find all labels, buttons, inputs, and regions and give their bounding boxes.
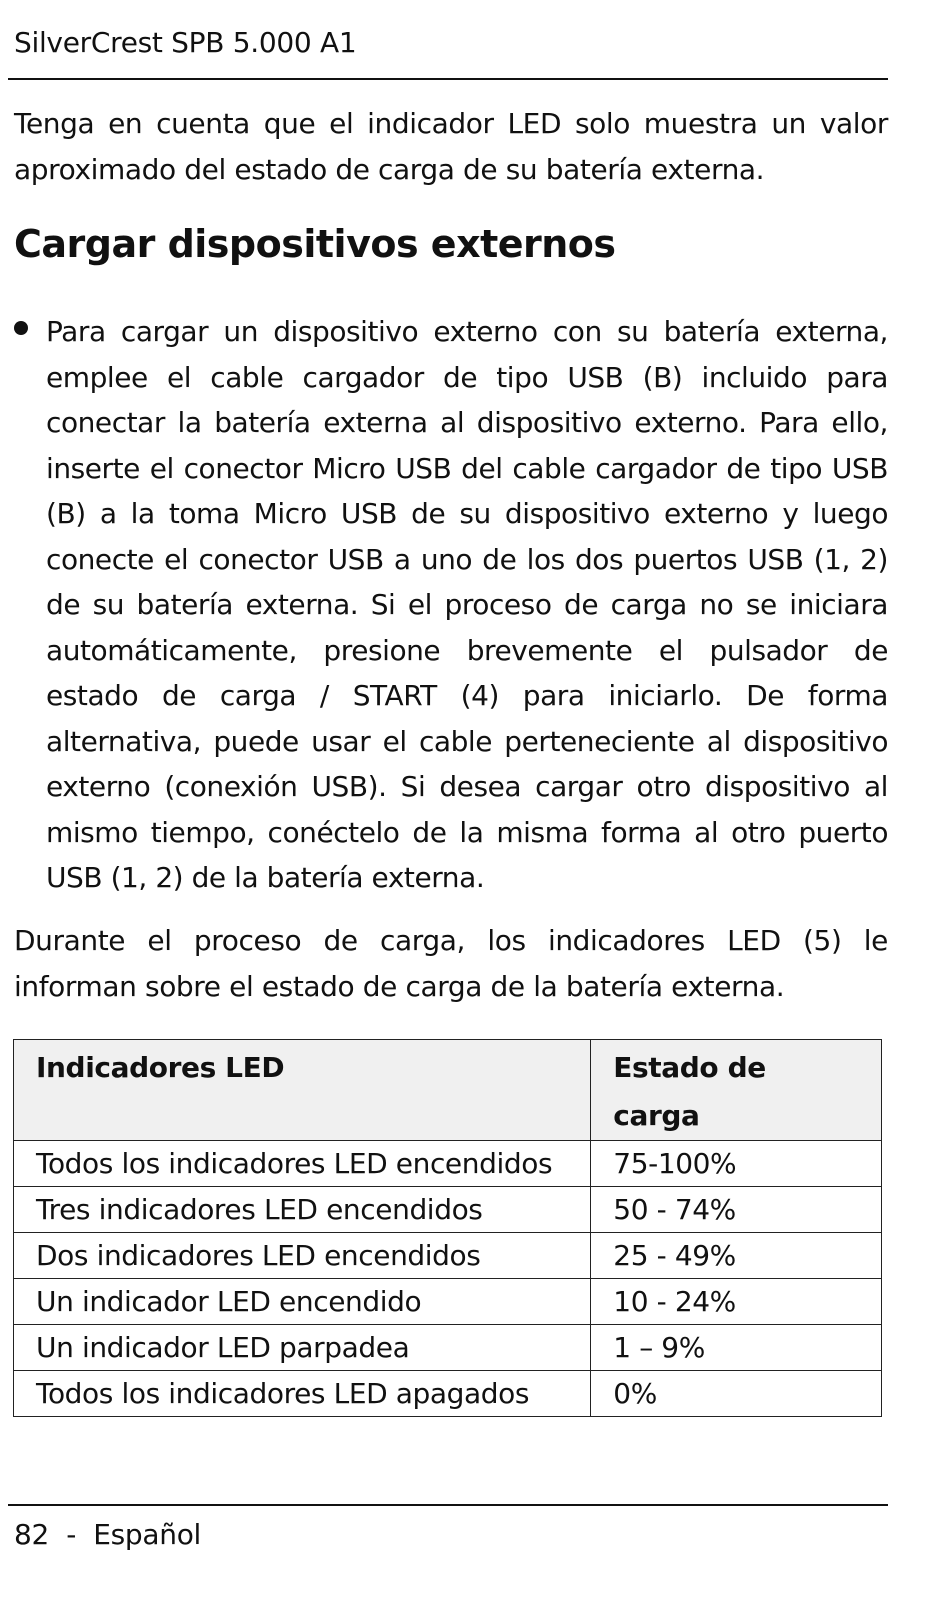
table-cell-indicator: Dos indicadores LED encendidos — [14, 1233, 591, 1279]
page-number: 82 — [14, 1518, 50, 1551]
bullet-paragraph: Para cargar un dispositivo externo con su batería externa, emplee el cable cargador de tipo USB (B) incluido para conectar la batería externa al dispositivo externo. Para ello, inserte el conector Micro USB del cable cargador de tipo USB (B) a la toma Micro USB de su dispositivo externo y luego conecte el conector USB a uno de los dos puertos USB (1, 2) de su batería externa. Si el proceso de carga no se iniciara automáticamente, presione brevemente el pulsador de estado de carga / START (4) para iniciarlo. De forma alternativa, puede usar el cable perteneciente al dispositivo externo (conexión USB). Si desea cargar otro dispositivo al mismo tiempo, conéctelo de la misma forma al otro puerto USB (1, 2) de la batería externa. — [46, 315, 888, 894]
table-cell-indicator: Tres indicadores LED encendidos — [14, 1187, 591, 1233]
page-footer — [14, 1518, 201, 1551]
footer-language: Español — [93, 1518, 202, 1551]
table-row — [14, 1233, 882, 1279]
table-row — [14, 1141, 882, 1187]
table-cell-indicator: Un indicador LED encendido — [14, 1279, 591, 1325]
table-cell-charge: 10 - 24% — [591, 1279, 882, 1325]
section-heading: Cargar dispositivos externos — [14, 222, 616, 266]
footer-separator: - — [66, 1518, 77, 1551]
table-header-cell: Indicadores LED — [14, 1040, 591, 1141]
table-cell-indicator: Un indicador LED parpadea — [14, 1325, 591, 1371]
table-row — [14, 1279, 882, 1325]
table-row — [14, 1371, 882, 1417]
table-cell-charge: 25 - 49% — [591, 1233, 882, 1279]
table-row — [14, 1325, 882, 1371]
table-row — [14, 1187, 882, 1233]
intro-paragraph: Tenga en cuenta que el indicador LED solo muestra un valor aproximado del estado de carga de su batería externa. — [14, 107, 888, 186]
header-divider — [8, 78, 888, 80]
table-cell-charge: 0% — [591, 1371, 882, 1417]
table-cell-indicator: Todos los indicadores LED encendidos — [14, 1141, 591, 1187]
charging-status-paragraph: Durante el proceso de carga, los indicadores LED (5) le informan sobre el estado de carga de la batería externa. — [14, 924, 888, 1003]
table-cell-charge: 50 - 74% — [591, 1187, 882, 1233]
footer-divider — [8, 1504, 888, 1506]
table-header-cell: Estado de carga — [591, 1040, 882, 1141]
bullet-icon — [14, 321, 28, 335]
table-cell-charge: 75-100% — [591, 1141, 882, 1187]
table-header-row — [14, 1040, 882, 1141]
page-header-title: SilverCrest SPB 5.000 A1 — [14, 26, 357, 59]
table-cell-indicator: Todos los indicadores LED apagados — [14, 1371, 591, 1417]
led-status-table — [13, 1039, 882, 1417]
table-cell-charge: 1 – 9% — [591, 1325, 882, 1371]
